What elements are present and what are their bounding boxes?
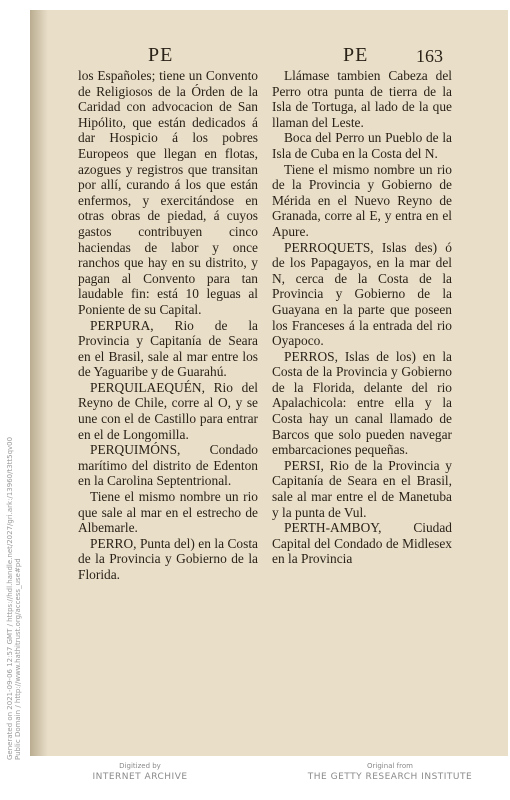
generated-note: Generated on 2021-09-06 12:57 GMT / https://hdl.handle.net/2027/gri.ark:/13960/t3tt5qv00 [6, 436, 14, 760]
dictionary-entry: Llámase tambien Cabeza del Perro otra punta de tierra de la Isla de Tortuga, al lado de la que llaman del Leste. [272, 68, 452, 130]
internet-archive-label: INTERNET ARCHIVE [92, 772, 188, 782]
right-text-column [272, 68, 452, 567]
dictionary-entry: Tiene el mismo nombre un rio de la Provincia y Gobierno de Mérida en el Nuevo Reyno de Granada, corre al E, y entra en el Apure. [272, 161, 452, 239]
hathitrust-margin-note [6, 436, 22, 760]
original-from-credit [290, 762, 490, 782]
right-running-head: PE [343, 44, 369, 66]
left-text-column [78, 68, 258, 583]
digitized-by-credit [60, 762, 220, 782]
original-from-label: Original from [367, 762, 413, 770]
dictionary-entry: PERSI, Rio de la Provincia y Capitanía de Seara en el Brasil, sale al mar entre el de Manetuba y la punta de Vul. [272, 457, 452, 520]
dictionary-entry: PERROQUETS, Islas des) ó de los Papagayos, en la mar del N, cerca de la Costa de la Provincia y Gobierno de la Guayana en la parte que poseen los Franceses á la entrada del rio Oyapoco. [272, 239, 452, 349]
dictionary-entry: PERQUIMÓNS, Condado marítimo del distrito de Edenton en la Carolina Septentrional. [78, 442, 258, 489]
dictionary-entry: PERROS, Islas de los) en la Costa de la Provincia y Gobierno de la Florida, delante del rio Apalachicola: entre ella y la Costa hay un canal llamado de Barcos que solo pueden navegar embarcaciones pequeñas. [272, 348, 452, 458]
dictionary-entry: PERTH-AMBOY, Ciudad Capital del Condado de Midlesex en la Provincia [272, 520, 452, 567]
public-domain-note: Public Domain / http://www.hathitrust.org/access_use#pd [14, 558, 22, 760]
paragraph: los Españoles; tiene un Convento de Religiosos de la Órden de la Caridad con advocacion de San Hipólito, que están dedicados á dar Hospicio á los pobres Europeos que llegan en flotas, azogues y registros que transitan por allí, curando á los que están enfermos, y exercitándose en otras obras de piedad, á cuyos gastos contribuyen cinco haciendas de labor y once ranchos que hay en su distrito, y pagan al Convento para tan laudable fin: está 10 leguas al Poniente de su Capital. [78, 68, 258, 317]
dictionary-entry: Boca del Perro un Pueblo de la Isla de Cuba en la Costa del N. [272, 130, 452, 161]
getty-institute-label: THE GETTY RESEARCH INSTITUTE [307, 772, 473, 782]
left-running-head: PE [148, 44, 174, 66]
dictionary-entry: Tiene el mismo nombre un rio que sale al mar en el estrecho de Albemarle. [78, 489, 258, 536]
dictionary-entry: PERRO, Punta del) en la Costa de la Provincia y Gobierno de la Florida. [78, 535, 258, 582]
digitized-by-label: Digitized by [119, 762, 161, 770]
page-gutter-shadow [30, 10, 48, 756]
dictionary-entry: PERQUILAEQUÉN, Rio del Reyno de Chile, corre al O, y se une con el de Castillo para entrar en el de Longomilla. [78, 379, 258, 442]
dictionary-entry: PERPURA, Rio de la Provincia y Capitanía de Seara en el Brasil, sale al mar entre los de Yaguaribe y de Guarahú. [78, 317, 258, 380]
page-number: 163 [416, 46, 443, 66]
